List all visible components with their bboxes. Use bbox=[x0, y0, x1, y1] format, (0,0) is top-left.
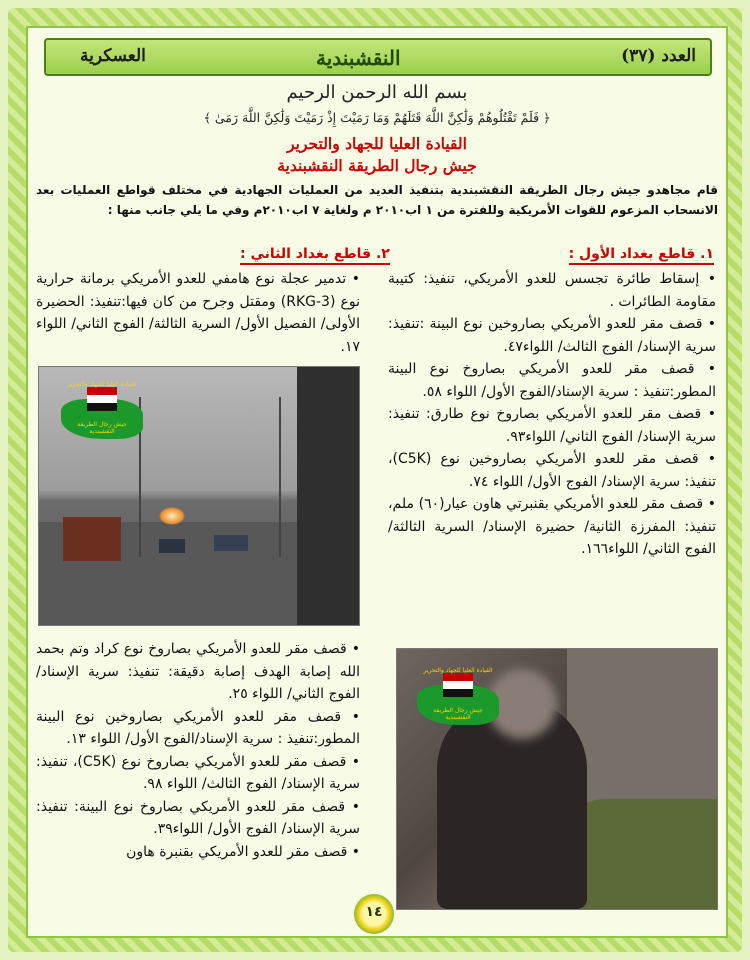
list-item: • قصف مقر للعدو الأمريكي بصاروخ نوع البينة المطور:تنفيذ : سرية الإسناد/الفوج الأول/ اللواء ٥٨. bbox=[388, 358, 716, 403]
section-name: العسكرية bbox=[80, 46, 146, 66]
quran-verse: ﴿ فَلَمْ تَقْتُلُوهُمْ وَلَٰكِنَّ اللَّهَ قَتَلَهُمْ وَمَا رَمَيْتَ إِذْ رَمَيْتَ وَلَٰكِنَّ اللَّهَ رَمَىٰ ﴾ bbox=[203, 110, 551, 125]
list-item: • تدمير عجلة نوع هامفي للعدو الأمريكي برمانة حرارية نوع (RKG-3) ومقتل وجرح من كان فيها:تنفيذ: الحضيرة الأولى/ الفصيل الأول/ السرية الثالثة/ الفوج الثاني/ اللواء ١٧. bbox=[36, 268, 360, 358]
list-item: • قصف مقر للعدو الأمريكي بصاروخ نوع (C5K)، تنفيذ: سرية الإسناد/ الفوج الثالث/ اللواء ٩٨. bbox=[36, 751, 360, 796]
sector1-title: ١. قاطع بغداد الأول : bbox=[569, 246, 714, 265]
magazine-title: النقشبندية bbox=[316, 46, 401, 70]
intro-paragraph: قام مجاهدو جيش رجال الطريقة النقشبندية بتنفيذ العديد من العمليات الجهادية في مختلف قواطع العمليات بعد الانسحاب المزعوم للقوات الأمريكية وللفترة من ١ اب٢٠١٠ م ولغاية ٧ اب٢٠١٠م وفي ما يلي جانب منها : bbox=[36, 183, 718, 217]
group-logo bbox=[61, 381, 143, 443]
group-logo bbox=[417, 667, 499, 729]
list-item: • قصف مقر للعدو الأمريكي بصاروخين نوع البينة المطور:تنفيذ : سرية الإسناد/الفوج الأول/ اللواء ١٣. bbox=[36, 706, 360, 751]
page bbox=[26, 26, 728, 938]
logo-top-text: القيادة العليا للجهاد والتحرير bbox=[67, 381, 137, 388]
list-item: • قصف مقر للعدو الأمريكي بصاروخ نوع طارق: تنفيذ: سرية الإسناد/ الفوج الثاني/ اللواء٩٣. bbox=[388, 403, 716, 448]
list-item: • قصف مقر للعدو الأمريكي بصاروخين نوع (C5K)، تنفيذ: سرية الإسناد/ الفوج الأول/ اللواء ٧٤. bbox=[388, 448, 716, 493]
photo-wall bbox=[297, 367, 359, 625]
list-item: • قصف مقر للعدو الأمريكي بقنبرتي هاون عيار(٦٠) ملم، تنفيذ: المفرزة الثانية/ حضيرة الإسناد/ السرية الثالثة/ الفوج الثاني/ اللواء١٦٦. bbox=[388, 493, 716, 561]
list-item: • قصف مقر للعدو الأمريكي بصاروخ نوع كراد وتم بحمد الله إصابة الهدف إصابة دقيقة: تنفيذ: سرية الإسناد/ الفوج الثاني/ اللواء ٢٥. bbox=[36, 638, 360, 706]
photo-car bbox=[214, 535, 248, 551]
page-number: ١٤ bbox=[365, 904, 383, 920]
logo-top-text: القيادة العليا للجهاد والتحرير bbox=[423, 667, 493, 674]
list-item: • قصف مقر للعدو الأمريكي بصاروخين نوع البينة :تنفيذ: سرية الإسناد/ الفوج الثالث/ اللواء٤٧. bbox=[388, 313, 716, 358]
sector2-list-top bbox=[36, 268, 360, 358]
sector2-title: ٢. قاطع بغداد الثاني : bbox=[240, 246, 390, 265]
list-item: • إسقاط طائرة تجسس للعدو الأمريكي، تنفيذ: كتيبة مقاومة الطائرات . bbox=[388, 268, 716, 313]
list-item: • قصف مقر للعدو الأمريكي بصاروخ نوع البينة: تنفيذ: سرية الإسناد/ الفوج الأول/ اللواء٣٩. bbox=[36, 796, 360, 841]
photo-car bbox=[159, 539, 185, 553]
photo-street-attack bbox=[38, 366, 360, 626]
list-item: • قصف مقر للعدو الأمريكي بقنبرة هاون bbox=[36, 841, 360, 864]
photo-pole bbox=[279, 397, 281, 557]
photo-wall bbox=[567, 649, 717, 809]
photo-explosion bbox=[159, 507, 185, 525]
page-header bbox=[44, 38, 712, 76]
page-number-badge bbox=[354, 894, 394, 934]
photo-fighter bbox=[396, 648, 718, 910]
logo-bottom-text: جيش رجال الطريقة النقشبندية bbox=[433, 707, 483, 721]
basmala: بسم الله الرحمن الرحيم bbox=[286, 82, 468, 103]
org-subtitle: جيش رجال الطريقة النقشبندية bbox=[277, 156, 477, 175]
issue-number: العدد (٣٧) bbox=[621, 46, 696, 66]
sector1-list bbox=[388, 268, 716, 561]
photo-truck bbox=[63, 517, 121, 561]
org-title: القيادة العليا للجهاد والتحرير bbox=[287, 134, 467, 153]
logo-bottom-text: جيش رجال الطريقة النقشبندية bbox=[77, 421, 127, 435]
sector2-list-bottom bbox=[36, 638, 360, 863]
